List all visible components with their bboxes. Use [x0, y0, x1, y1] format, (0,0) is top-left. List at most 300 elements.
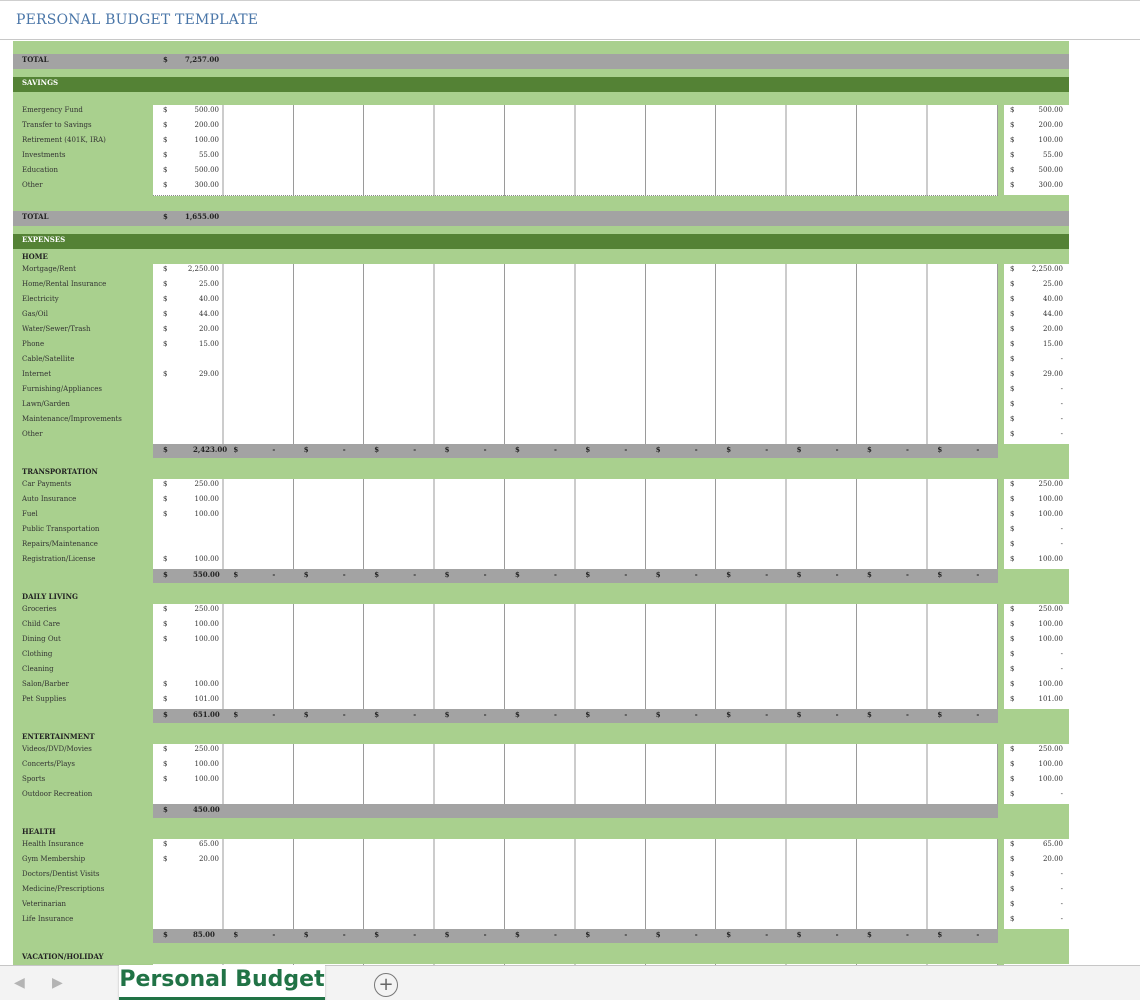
table-row: [13, 414, 1069, 429]
empty-dash: -: [906, 570, 909, 579]
currency-symbol: $: [163, 265, 168, 273]
expense-group-header: [13, 251, 1069, 265]
row-label: Car Payments: [22, 480, 72, 488]
month-value[interactable]: 100.00: [194, 555, 219, 563]
month-cells[interactable]: [153, 180, 998, 196]
currency-symbol: $: [1010, 495, 1015, 503]
empty-dash: -: [765, 570, 769, 579]
month-value[interactable]: 100.00: [194, 495, 219, 503]
month-cells[interactable]: [153, 649, 998, 665]
table-row: [13, 150, 1069, 165]
row-label: Other: [22, 430, 43, 438]
month-cells[interactable]: [153, 279, 998, 295]
expense-group-header: [13, 951, 1069, 965]
month-cells[interactable]: [153, 324, 998, 340]
savings-total-row: [13, 211, 1069, 226]
currency-symbol: $: [163, 445, 168, 454]
row-label: Veterinarian: [22, 900, 67, 908]
empty-dash: -: [835, 445, 839, 454]
table-row: [13, 884, 1069, 899]
currency-symbol: $: [303, 930, 309, 939]
month-value[interactable]: 100.00: [194, 680, 219, 688]
month-value[interactable]: 55.00: [198, 151, 219, 159]
month-value[interactable]: 250.00: [194, 605, 219, 613]
currency-symbol: $: [515, 710, 520, 719]
row-label: Retirement (401K, IRA): [22, 136, 106, 144]
empty-dash: -: [272, 710, 276, 719]
month-value[interactable]: 20.00: [198, 325, 219, 333]
row-total: -: [1060, 650, 1063, 658]
empty-dash: -: [694, 570, 698, 579]
month-cells[interactable]: [153, 165, 998, 181]
table-row: [13, 105, 1069, 120]
month-value[interactable]: 15.00: [198, 340, 219, 348]
currency-symbol: $: [444, 445, 450, 454]
row-label: Other: [22, 181, 43, 189]
currency-symbol: $: [1010, 510, 1015, 518]
row-label: Public Transportation: [22, 525, 100, 533]
month-value[interactable]: 200.00: [194, 121, 219, 129]
empty-dash: -: [694, 930, 698, 939]
row-label: Videos/DVD/Movies: [22, 745, 92, 753]
row-label: Education: [22, 166, 58, 174]
currency-symbol: $: [515, 445, 520, 454]
row-total: 65.00: [1042, 840, 1063, 848]
expense-subtotal-row: [153, 569, 998, 583]
table-row: [13, 479, 1069, 494]
budget-sheet[interactable]: [13, 41, 1069, 965]
currency-symbol: $: [796, 445, 802, 454]
column-header-strip: [0, 0, 1140, 5]
month-value[interactable]: 250.00: [194, 480, 219, 488]
currency-symbol: $: [163, 620, 168, 628]
row-total: 25.00: [1042, 280, 1063, 288]
row-label: Child Care: [22, 620, 61, 628]
row-total: 100.00: [1038, 555, 1063, 563]
currency-symbol: $: [233, 570, 239, 579]
month-cells[interactable]: [153, 554, 998, 570]
currency-symbol: $: [1010, 620, 1015, 628]
currency-symbol: $: [1010, 635, 1015, 643]
row-total: -: [1060, 900, 1063, 908]
month-value[interactable]: 500.00: [194, 166, 219, 174]
month-value[interactable]: 250.00: [194, 745, 219, 753]
month-cells[interactable]: [153, 789, 998, 805]
month-cells[interactable]: [153, 399, 998, 415]
table-row: [13, 165, 1069, 180]
table-row: [13, 264, 1069, 279]
expense-subtotal-row: [153, 929, 998, 943]
month-cells[interactable]: [153, 309, 998, 325]
expense-subtotal-value: 450.00: [193, 805, 220, 814]
row-total: 100.00: [1038, 680, 1063, 688]
currency-symbol: $: [163, 840, 168, 848]
table-row: [13, 899, 1069, 914]
currency-symbol: $: [1010, 325, 1015, 333]
currency-symbol: $: [163, 570, 168, 579]
currency-symbol: $: [1010, 106, 1015, 114]
table-row: [13, 554, 1069, 569]
expense-group-title: TRANSPORTATION: [22, 467, 98, 476]
row-total: 101.00: [1038, 695, 1063, 703]
table-row: [13, 369, 1069, 384]
empty-dash: -: [906, 710, 909, 719]
table-row: [13, 120, 1069, 135]
currency-symbol: $: [303, 710, 309, 719]
currency-symbol: $: [1010, 540, 1015, 548]
row-total: 500.00: [1038, 106, 1063, 114]
currency-symbol: $: [163, 930, 168, 939]
row-total: 500.00: [1038, 166, 1063, 174]
month-cells[interactable]: [153, 509, 998, 525]
month-cells[interactable]: [153, 120, 998, 136]
currency-symbol: $: [515, 570, 520, 579]
currency-symbol: $: [233, 445, 239, 454]
row-label: Mortgage/Rent: [22, 265, 76, 273]
month-cells[interactable]: [153, 744, 998, 760]
row-total: 100.00: [1038, 136, 1063, 144]
currency-symbol: $: [163, 855, 168, 863]
expense-group-title: VACATION/HOLIDAY: [22, 952, 104, 961]
currency-symbol: $: [1010, 415, 1015, 423]
table-row: [13, 759, 1069, 774]
currency-symbol: $: [303, 570, 309, 579]
currency-symbol: $: [163, 295, 168, 303]
currency-symbol: $: [867, 930, 872, 939]
month-value[interactable]: 40.00: [198, 295, 219, 303]
row-label: Pet Supplies: [22, 695, 67, 703]
row-label: Health Insurance: [22, 840, 84, 848]
currency-symbol: $: [937, 710, 943, 719]
month-value[interactable]: 44.00: [198, 310, 219, 318]
currency-symbol: $: [163, 151, 168, 159]
currency-symbol: $: [1010, 695, 1015, 703]
month-value[interactable]: 101.00: [194, 695, 219, 703]
currency-symbol: $: [1010, 265, 1015, 273]
empty-dash: -: [272, 445, 276, 454]
currency-symbol: $: [163, 495, 168, 503]
month-cells[interactable]: [153, 839, 998, 855]
month-cells[interactable]: [153, 884, 998, 900]
top-total-value: 7,257.00: [185, 55, 220, 64]
currency-symbol: $: [1010, 915, 1015, 923]
month-cells[interactable]: [153, 619, 998, 635]
table-row: [13, 384, 1069, 399]
currency-symbol: $: [1010, 775, 1015, 783]
currency-symbol: $: [796, 570, 802, 579]
currency-symbol: $: [515, 930, 520, 939]
currency-symbol: $: [1010, 166, 1015, 174]
month-cells[interactable]: [153, 294, 998, 310]
month-value[interactable]: 29.00: [198, 370, 219, 378]
expense-subtotal-value: 2,423.00: [193, 445, 228, 454]
currency-symbol: $: [796, 710, 802, 719]
month-cells[interactable]: [153, 634, 998, 650]
empty-dash: -: [765, 710, 769, 719]
row-total: -: [1060, 790, 1063, 798]
table-row: [13, 744, 1069, 759]
table-row: [13, 604, 1069, 619]
currency-symbol: $: [374, 570, 380, 579]
row-total: 20.00: [1042, 855, 1063, 863]
month-cells[interactable]: [153, 414, 998, 430]
month-cells[interactable]: [153, 369, 998, 385]
currency-symbol: $: [726, 930, 732, 939]
table-row: [13, 509, 1069, 524]
top-total-label: TOTAL: [22, 55, 49, 64]
month-cells[interactable]: [153, 914, 998, 930]
row-label: Salon/Barber: [22, 680, 69, 688]
row-label: Gas/Oil: [22, 310, 48, 318]
empty-dash: -: [624, 570, 628, 579]
empty-dash: -: [765, 930, 769, 939]
month-cells[interactable]: [153, 899, 998, 915]
empty-dash: -: [272, 570, 276, 579]
table-row: [13, 664, 1069, 679]
currency-symbol: $: [163, 136, 168, 144]
table-row: [13, 649, 1069, 664]
currency-symbol: $: [233, 710, 239, 719]
row-total: 40.00: [1042, 295, 1063, 303]
row-total: -: [1060, 415, 1063, 423]
month-value[interactable]: 20.00: [198, 855, 219, 863]
expenses-header-label: EXPENSES: [22, 235, 66, 244]
month-value[interactable]: 100.00: [194, 510, 219, 518]
row-label: Life Insurance: [22, 915, 74, 923]
expense-group-title: DAILY LIVING: [22, 592, 78, 601]
empty-dash: -: [765, 445, 769, 454]
table-row: [13, 279, 1069, 294]
row-total: 250.00: [1038, 480, 1063, 488]
triangle-right-icon[interactable]: ▶: [52, 975, 63, 991]
title-divider: [0, 39, 1140, 40]
currency-symbol: $: [163, 745, 168, 753]
empty-dash: -: [624, 710, 628, 719]
currency-symbol: $: [1010, 525, 1015, 533]
savings-total-label: TOTAL: [22, 212, 49, 221]
table-row: [13, 869, 1069, 884]
table-row: [13, 494, 1069, 509]
currency-symbol: $: [163, 605, 168, 613]
month-value[interactable]: 100.00: [194, 620, 219, 628]
table-row: [13, 619, 1069, 634]
month-cells[interactable]: [153, 759, 998, 775]
currency-symbol: $: [163, 280, 168, 288]
month-value[interactable]: 2,250.00: [187, 265, 219, 273]
month-value[interactable]: 100.00: [194, 136, 219, 144]
month-cells[interactable]: [153, 679, 998, 695]
sheet-tab-personal-budget[interactable]: Personal Budget: [119, 965, 325, 1000]
plus-circle-icon[interactable]: +: [374, 973, 398, 997]
currency-symbol: $: [1010, 900, 1015, 908]
currency-symbol: $: [1010, 430, 1015, 438]
currency-symbol: $: [1010, 310, 1015, 318]
currency-symbol: $: [585, 570, 591, 579]
currency-symbol: $: [163, 370, 168, 378]
month-cells[interactable]: [153, 105, 998, 121]
currency-symbol: $: [867, 570, 872, 579]
empty-dash: -: [413, 570, 417, 579]
row-label: Cleaning: [22, 665, 54, 673]
currency-symbol: $: [1010, 665, 1015, 673]
month-cells[interactable]: [153, 664, 998, 680]
row-label: Repairs/Maintenance: [22, 540, 98, 548]
month-cells[interactable]: [153, 774, 998, 790]
row-total: 100.00: [1038, 510, 1063, 518]
currency-symbol: $: [163, 635, 168, 643]
currency-symbol: $: [444, 570, 450, 579]
table-row: [13, 694, 1069, 709]
currency-symbol: $: [374, 445, 380, 454]
currency-symbol: $: [1010, 680, 1015, 688]
currency-symbol: $: [1010, 870, 1015, 878]
empty-dash: -: [976, 930, 980, 939]
row-total: 100.00: [1038, 495, 1063, 503]
empty-dash: -: [906, 445, 909, 454]
month-value[interactable]: 65.00: [198, 840, 219, 848]
row-total: 44.00: [1042, 310, 1063, 318]
empty-dash: -: [272, 930, 276, 939]
table-row: [13, 429, 1069, 444]
month-value[interactable]: 500.00: [194, 106, 219, 114]
month-cells[interactable]: [153, 524, 998, 540]
empty-dash: -: [835, 930, 839, 939]
currency-symbol: $: [585, 445, 591, 454]
month-cells[interactable]: [153, 135, 998, 151]
expense-subtotal-value: 651.00: [193, 710, 220, 719]
currency-symbol: $: [1010, 555, 1015, 563]
empty-dash: -: [413, 445, 417, 454]
currency-symbol: $: [1010, 355, 1015, 363]
empty-dash: -: [694, 710, 698, 719]
currency-symbol: $: [1010, 136, 1015, 144]
expense-group-header: [13, 826, 1069, 840]
triangle-left-icon[interactable]: ◀: [14, 975, 25, 991]
row-total: -: [1060, 400, 1063, 408]
month-cells[interactable]: [153, 494, 998, 510]
empty-dash: -: [554, 930, 557, 939]
row-total: 200.00: [1038, 121, 1063, 129]
month-cells[interactable]: [153, 604, 998, 620]
currency-symbol: $: [867, 445, 872, 454]
currency-symbol: $: [1010, 855, 1015, 863]
month-cells[interactable]: [153, 429, 998, 445]
row-label: Clothing: [22, 650, 53, 658]
currency-symbol: $: [163, 805, 168, 814]
savings-total-value: 1,655.00: [185, 212, 220, 221]
row-total: -: [1060, 665, 1063, 673]
table-row: [13, 339, 1069, 354]
row-label: Registration/License: [22, 555, 96, 563]
month-cells[interactable]: [153, 539, 998, 555]
page-title: PERSONAL BUDGET TEMPLATE: [16, 12, 259, 28]
currency-symbol: $: [655, 710, 661, 719]
currency-symbol: $: [163, 106, 168, 114]
currency-symbol: $: [1010, 280, 1015, 288]
currency-symbol: $: [374, 930, 380, 939]
expense-subtotal-row: [153, 804, 998, 818]
row-label: Furnishing/Appliances: [22, 385, 102, 393]
row-total: -: [1060, 355, 1063, 363]
expense-subtotal-row: [153, 709, 998, 723]
expense-group-header: [13, 731, 1069, 745]
row-label: Investments: [22, 151, 66, 159]
currency-symbol: $: [163, 775, 168, 783]
row-label: Phone: [22, 340, 45, 348]
currency-symbol: $: [444, 930, 450, 939]
table-row: [13, 854, 1069, 869]
empty-dash: -: [483, 445, 487, 454]
month-cells[interactable]: [153, 384, 998, 400]
expense-subtotal-row: [153, 444, 998, 458]
empty-dash: -: [342, 710, 346, 719]
currency-symbol: $: [726, 710, 732, 719]
table-row: [13, 839, 1069, 854]
empty-dash: -: [483, 570, 487, 579]
table-row: [13, 539, 1069, 554]
currency-symbol: $: [1010, 760, 1015, 768]
row-total: 100.00: [1038, 775, 1063, 783]
month-cells[interactable]: [153, 150, 998, 166]
row-label: Groceries: [22, 605, 57, 613]
currency-symbol: $: [1010, 400, 1015, 408]
table-row: [13, 774, 1069, 789]
table-row: [13, 135, 1069, 150]
month-value[interactable]: 100.00: [194, 760, 219, 768]
expense-group-header: [13, 591, 1069, 605]
currency-symbol: $: [937, 445, 943, 454]
table-row: [13, 679, 1069, 694]
currency-symbol: $: [163, 695, 168, 703]
currency-symbol: $: [1010, 181, 1015, 189]
table-row: [13, 294, 1069, 309]
month-value[interactable]: 300.00: [194, 181, 219, 189]
month-value[interactable]: 100.00: [194, 775, 219, 783]
month-cells[interactable]: [153, 354, 998, 370]
month-cells[interactable]: [153, 854, 998, 870]
currency-symbol: $: [163, 340, 168, 348]
currency-symbol: $: [163, 510, 168, 518]
expense-group-title: HOME: [22, 252, 48, 261]
row-label: Lawn/Garden: [22, 400, 70, 408]
month-cells[interactable]: [153, 339, 998, 355]
month-cells[interactable]: [153, 694, 998, 710]
row-label: Auto Insurance: [22, 495, 77, 503]
expense-group-title: ENTERTAINMENT: [22, 732, 95, 741]
month-cells[interactable]: [153, 479, 998, 495]
table-row: [13, 324, 1069, 339]
top-total-row: [13, 54, 1069, 69]
month-value[interactable]: 25.00: [198, 280, 219, 288]
currency-symbol: $: [163, 710, 168, 719]
month-cells[interactable]: [153, 869, 998, 885]
currency-symbol: $: [937, 570, 943, 579]
row-label: Electricity: [22, 295, 59, 303]
month-value[interactable]: 100.00: [194, 635, 219, 643]
currency-symbol: $: [163, 212, 168, 221]
currency-symbol: $: [1010, 885, 1015, 893]
currency-symbol: $: [163, 680, 168, 688]
currency-symbol: $: [163, 555, 168, 563]
row-label: Medicine/Prescriptions: [22, 885, 105, 893]
empty-dash: -: [483, 710, 487, 719]
empty-dash: -: [976, 570, 980, 579]
expense-subtotal-value: 85.00: [193, 930, 215, 939]
currency-symbol: $: [1010, 605, 1015, 613]
table-row: [13, 914, 1069, 929]
row-total: 2,250.00: [1031, 265, 1063, 273]
month-cells[interactable]: [153, 264, 998, 280]
